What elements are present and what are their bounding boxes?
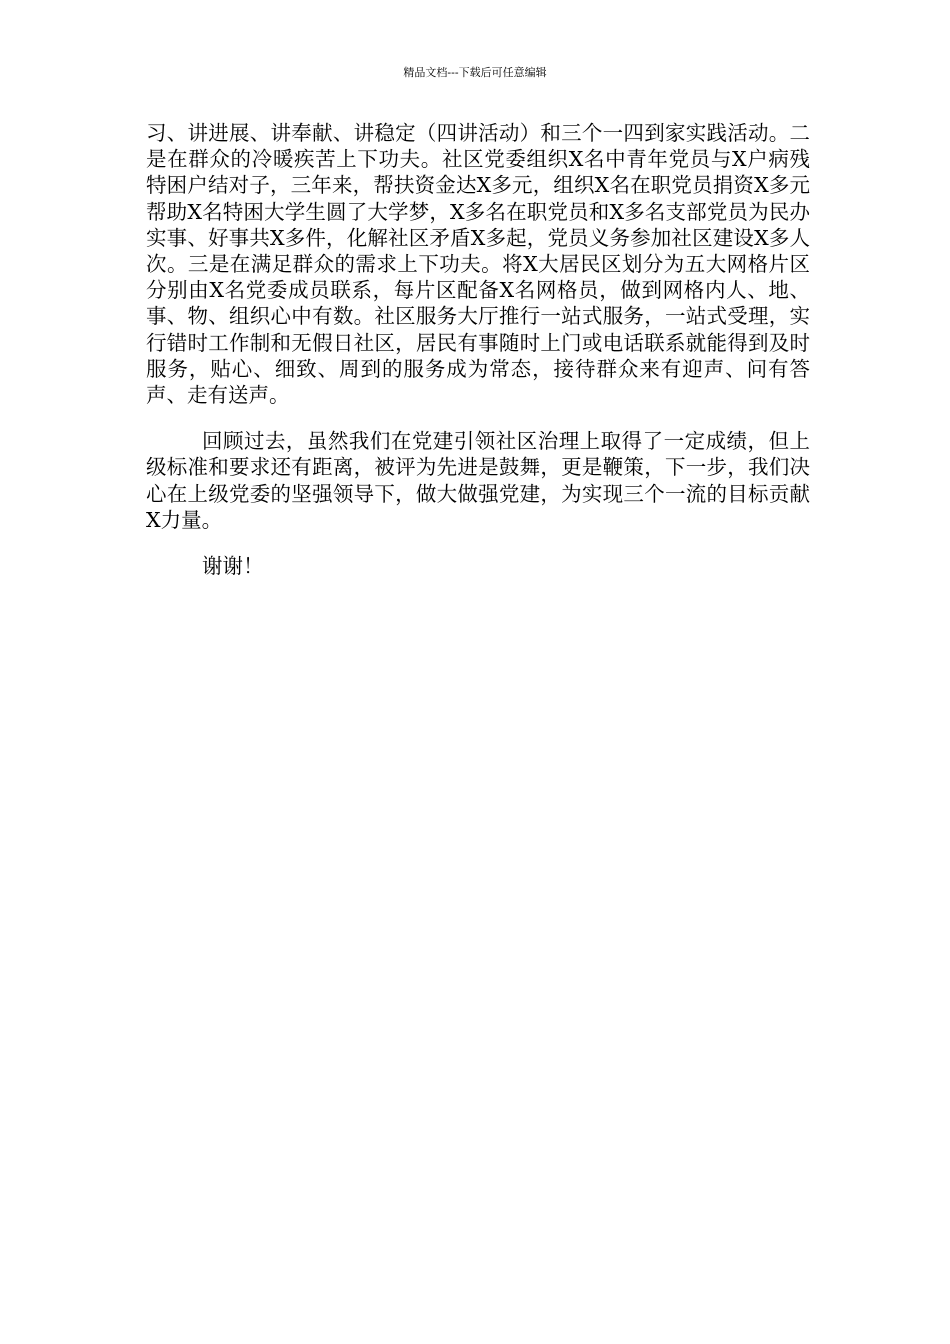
page-header: 精品文档---下载后可任意编辑	[403, 66, 547, 79]
paragraph-review: 回顾过去，虽然我们在党建引领社区治理上取得了一定成绩，但上级标准和要求还有距离，被评为先进是鼓舞，更是鞭策，下一步，我们决心在上级党委的坚强领导下，做大做强党建，为实现三个一流的目标贡献X力量。	[146, 429, 810, 532]
document-body	[146, 120, 810, 579]
paragraph-thanks: 谢谢！	[202, 554, 264, 579]
paragraph-service-work: 习、讲进展、讲奉献、讲稳定（四讲活动）和三个一四到家实践活动。二是在群众的冷暖疾苦上下功夫。社区党委组织X名中青年党员与X户病残特困户结对子，三年来，帮扶资金达X多元，组织X名在职党员捐资X多元帮助X名特困大学生圆了大学梦，X多名在职党员和X多名支部党员为民办实事、好事共X多件，化解社区矛盾X多起，党员义务参加社区建设X多人次。三是在满足群众的需求上下功夫。将X大居民区划分为五大网格片区分别由X名党委成员联系，每片区配备X名网格员，做到网格内人、地、事、物、组织心中有数。社区服务大厅推行一站式服务，一站式受理，实行错时工作制和无假日社区，居民有事随时上门或电话联系就能得到及时服务，贴心、细致、周到的服务成为常态，接待群众来有迎声、问有答声、走有送声。	[146, 121, 810, 408]
